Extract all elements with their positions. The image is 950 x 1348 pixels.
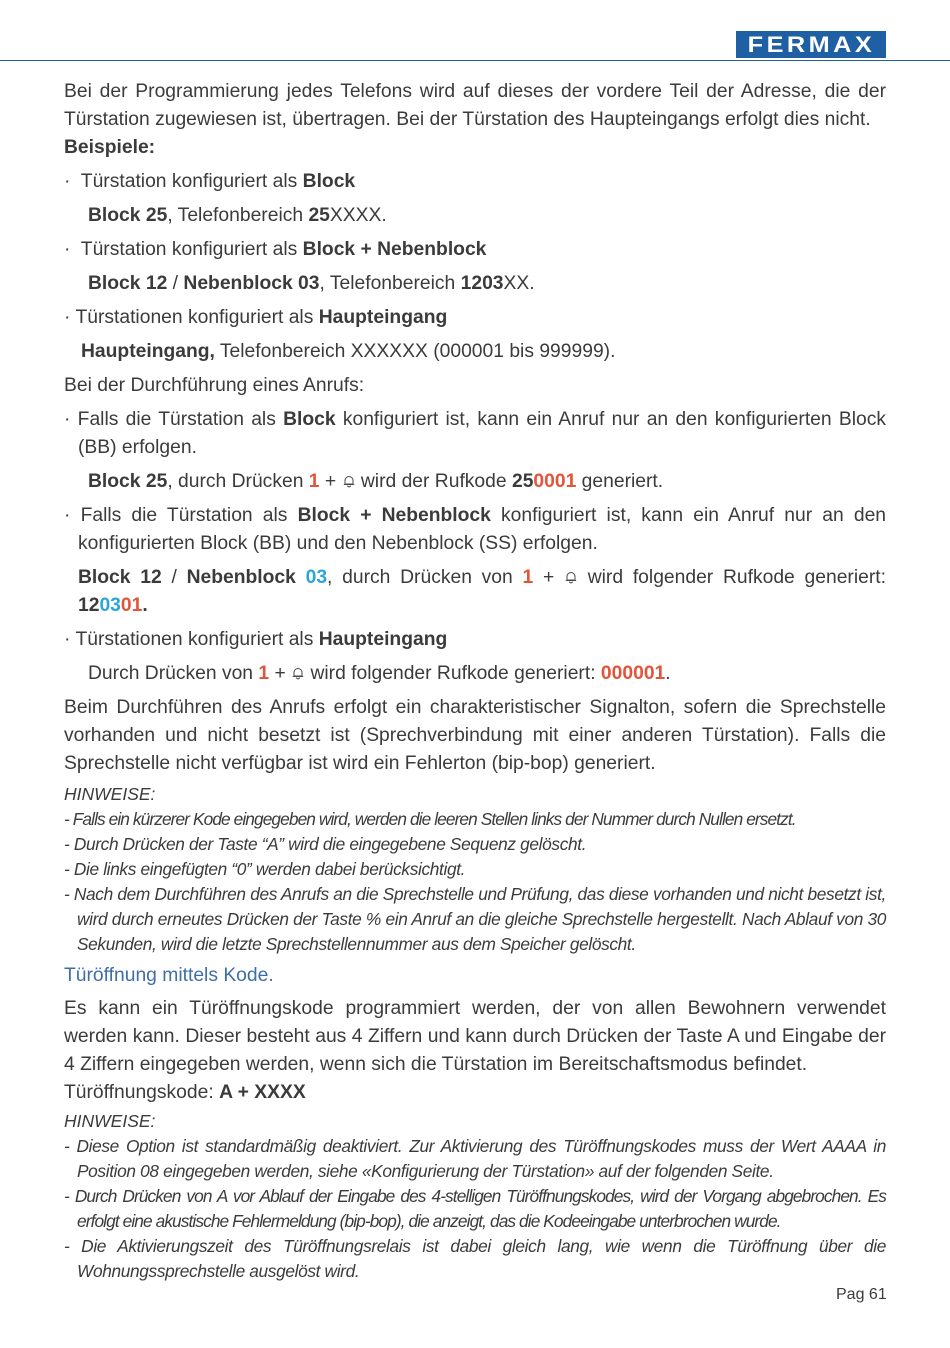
note-item: - Nach dem Durchführen des Anrufs an die Sprechstelle und Prüfung, das diese vorhanden und nicht besetzt ist, wird durch erneutes Drücken der Taste % ein Anruf an die gleiche Sprechstelle hergestellt. Nach Ablauf von 30 Sekunden, wird die letzte Sprechstellennummer aus dem Speicher gelöscht. bbox=[64, 884, 886, 954]
example-block: · Türstation konfiguriert als Block bbox=[64, 171, 356, 192]
example-block-nebenblock: · Türstation konfiguriert als Block + Nebenblock bbox=[64, 239, 487, 260]
header-rule bbox=[0, 60, 950, 61]
door-code-value: Türöffnungskode: A + XXXX bbox=[64, 1082, 306, 1103]
example-block-nebenblock-detail: Block 12 / Nebenblock 03, Telefonbereich 1203XX. bbox=[88, 273, 535, 294]
page-content bbox=[64, 78, 886, 1284]
intro-paragraph: Bei der Programmierung jedes Telefons wird auf dieses der vordere Teil der Adresse, die der Türstation zugewiesen ist, übertragen. Bei der Türstation des Haupteingangs erfolgt dies nicht. bbox=[64, 81, 886, 130]
bell-icon bbox=[291, 666, 305, 680]
call-block: · Falls die Türstation als Block konfiguriert ist, kann ein Anruf nur an den konfigurierten Block (BB) erfolgen. bbox=[64, 409, 887, 458]
note-item: - Durch Drücken von A vor Ablauf der Eingabe des 4-stelligen Türöffnungskodes, wird der Vorgang abgebrochen. Es erfolgt eine akustische Fehlermeldung (bip-bop), die anzeigt, das die Kodeeingabe unterbrochen wurde. bbox=[64, 1186, 886, 1231]
note-item: - Diese Option ist standardmäßig deaktiviert. Zur Aktivierung des Türöffnungskodes muss der Wert AAAA in Position 08 eingegeben werden, siehe «Konfigurierung der Türstation» auf der folgenden Seite. bbox=[64, 1136, 886, 1181]
notes-block-1 bbox=[64, 782, 886, 957]
note-item: - Die Aktivierungszeit des Türöffnungsrelais ist dabei gleich lang, wie wenn die Türöffnung über die Wohnungssprechstelle ausgelöst wird. bbox=[64, 1236, 886, 1281]
calls-intro: Bei der Durchführung eines Anrufs: bbox=[64, 375, 365, 396]
call-block-nebenblock-detail: Block 12 / Nebenblock 03, durch Drücken von 1 + wird folgender Rufkode generiert: 120301. bbox=[78, 567, 886, 616]
note-item: - Durch Drücken der Taste “A” wird die eingegebene Sequenz gelöscht. bbox=[64, 834, 587, 854]
example-haupteingang-detail: Haupteingang, Telefonbereich XXXXXX (000001 bis 999999). bbox=[81, 341, 616, 362]
examples-heading: Beispiele: bbox=[64, 137, 156, 158]
page-number: Pag 61 bbox=[836, 1286, 887, 1303]
door-code-paragraph: Es kann ein Türöffnungskode programmiert werden, der von allen Bewohnern verwendet werden kann. Dieser besteht aus 4 Ziffern und kann durch Drücken der Taste A und Eingabe der 4 Ziffern eingegeben werden, wenn sich die Türstation im Bereitschaftsmodus befindet. bbox=[64, 998, 886, 1075]
fermax-logo: FERMAX bbox=[736, 31, 886, 58]
call-block-nebenblock: · Falls die Türstation als Block + Nebenblock konfiguriert ist, kann ein Anruf nur an den konfigurierten Block (BB) und den Nebenblock (SS) erfolgen. bbox=[64, 505, 887, 554]
notes-block-2 bbox=[64, 1109, 886, 1284]
bell-icon bbox=[342, 474, 356, 488]
section-title-door-code: Türöffnung mittels Kode. bbox=[64, 965, 274, 986]
notes-title: HINWEISE: bbox=[64, 1111, 156, 1131]
example-block-detail: Block 25, Telefonbereich 25XXXX. bbox=[88, 205, 387, 226]
call-haupteingang: · Türstationen konfiguriert als Haupteingang bbox=[64, 629, 448, 650]
bell-icon bbox=[564, 570, 578, 584]
call-haupteingang-detail: Durch Drücken von 1 + wird folgender Rufkode generiert: 000001. bbox=[88, 663, 671, 684]
note-item: - Die links eingefügten “0” werden dabei berücksichtigt. bbox=[64, 859, 466, 879]
note-item: - Falls ein kürzerer Kode eingegeben wird, werden die leeren Stellen links der Nummer durch Nullen ersetzt. bbox=[64, 809, 796, 829]
signal-paragraph: Beim Durchführen des Anrufs erfolgt ein charakteristischer Signalton, sofern die Sprechstelle vorhanden und nicht besetzt ist (Sprechverbindung mit einer anderen Türstation). Falls die Sprechstelle nicht verfügbar ist wird ein Fehlerton (bip-bop) generiert. bbox=[64, 697, 886, 774]
example-haupteingang: · Türstationen konfiguriert als Haupteingang bbox=[64, 307, 448, 328]
call-block-detail: Block 25, durch Drücken 1 + wird der Rufkode 250001 generiert. bbox=[88, 471, 664, 492]
notes-title: HINWEISE: bbox=[64, 784, 156, 804]
